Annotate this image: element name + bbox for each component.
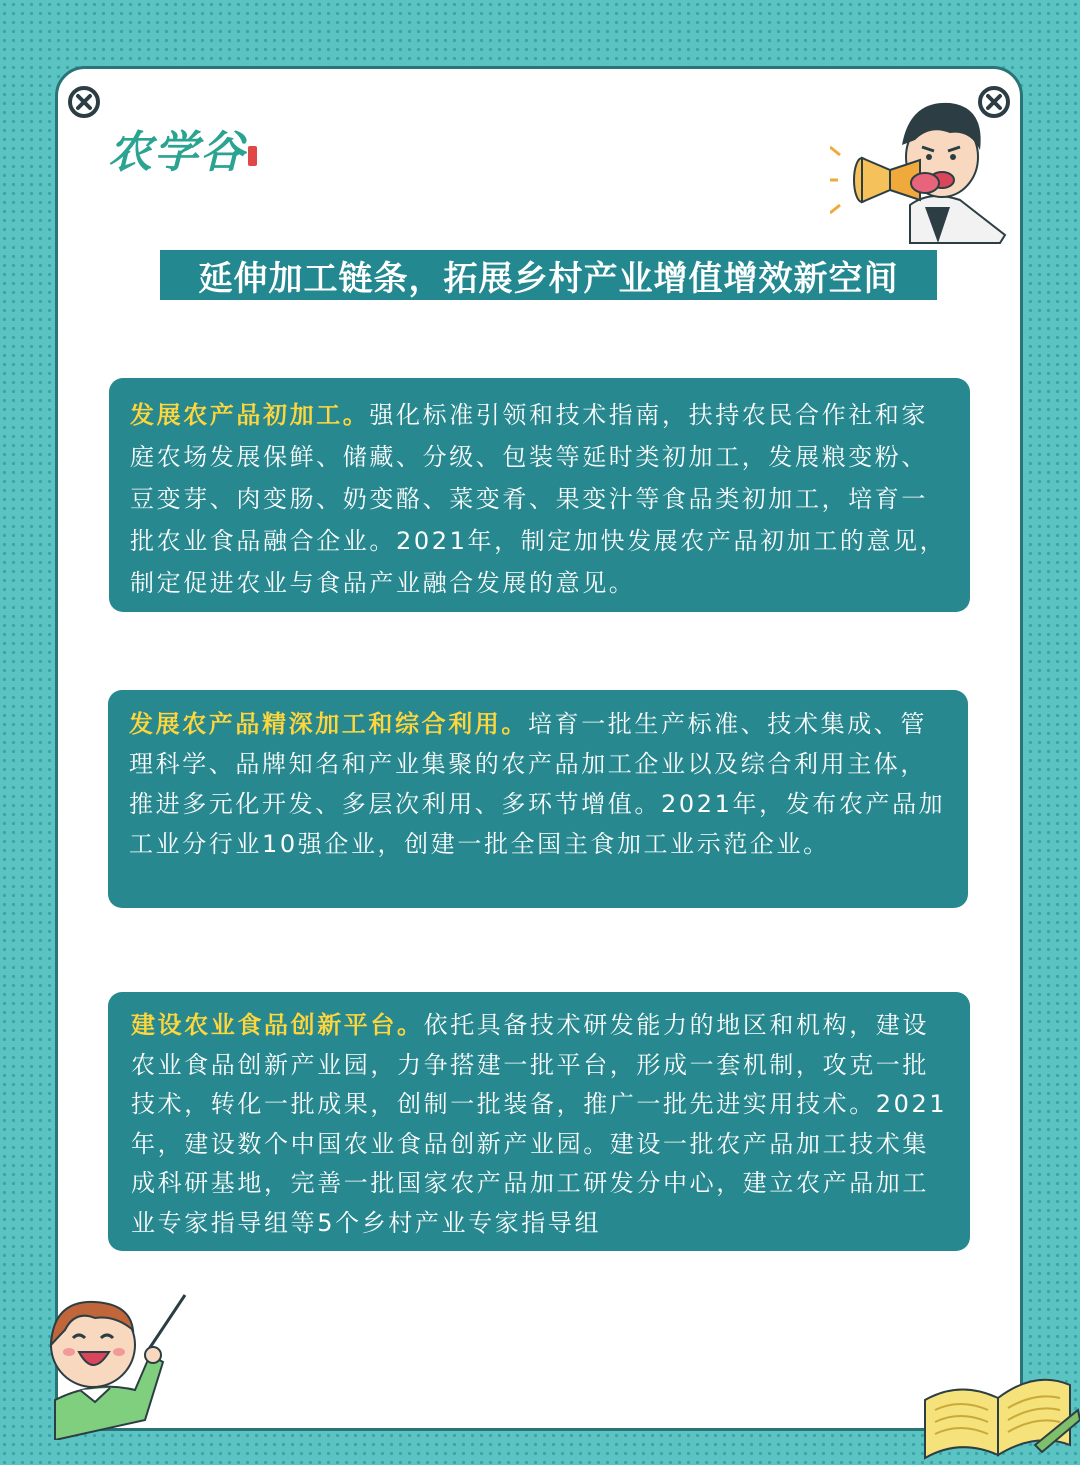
section-body: 依托具备技术研发能力的地区和机构，建设农业食品创新产业园，力争搭建一批平台，形成一套机制，攻克一批技术，转化一批成果，创制一批装备，推广一批先进实用技术。2021年，建设数个中国农业食品创新产业园。建设一批农产品加工技术集成科研基地，完善一批国家农产品加工研发分中心，建立农产品加工业专家指导组等5个乡村产业专家指导组	[131, 1011, 948, 1237]
open-book-illustration	[920, 1340, 1080, 1465]
section-card	[108, 690, 968, 908]
section-heading: 建设农业食品创新平台。	[131, 1011, 424, 1039]
section-card	[109, 378, 970, 612]
section-card	[108, 992, 970, 1251]
section-body: 培育一批生产标准、技术集成、管理科学、品牌知名和产业集聚的农产品加工企业以及综合利用主体，推进多元化开发、多层次利用、多环节增值。2021年，发布农产品加工业分行业10强企业，创建一批全国主食加工业示范企业。	[129, 710, 946, 858]
section-body: 强化标准引领和技术指南，扶持农民合作社和家庭农场发展保鲜、储藏、分级、包装等延时类初加工，发展粮变粉、豆变芽、肉变肠、奶变酪、菜变肴、果变汁等食品类初加工，培育一批农业食品融合企业。2021年，制定加快发展农产品初加工的意见，制定促进农业与食品产业融合发展的意见。	[130, 401, 947, 597]
section-heading: 发展农产品精深加工和综合利用。	[129, 710, 528, 738]
brand-logo-text: 农学谷	[108, 127, 246, 178]
megaphone-man-illustration	[830, 95, 1010, 245]
logo-seal-icon	[248, 146, 257, 166]
section-heading: 发展农产品初加工。	[130, 401, 370, 429]
page-title: 延伸加工链条，拓展乡村产业增值增效新空间	[160, 250, 937, 300]
brand-logo	[108, 116, 257, 178]
teacher-illustration	[35, 1290, 195, 1440]
close-icon[interactable]	[68, 86, 100, 118]
